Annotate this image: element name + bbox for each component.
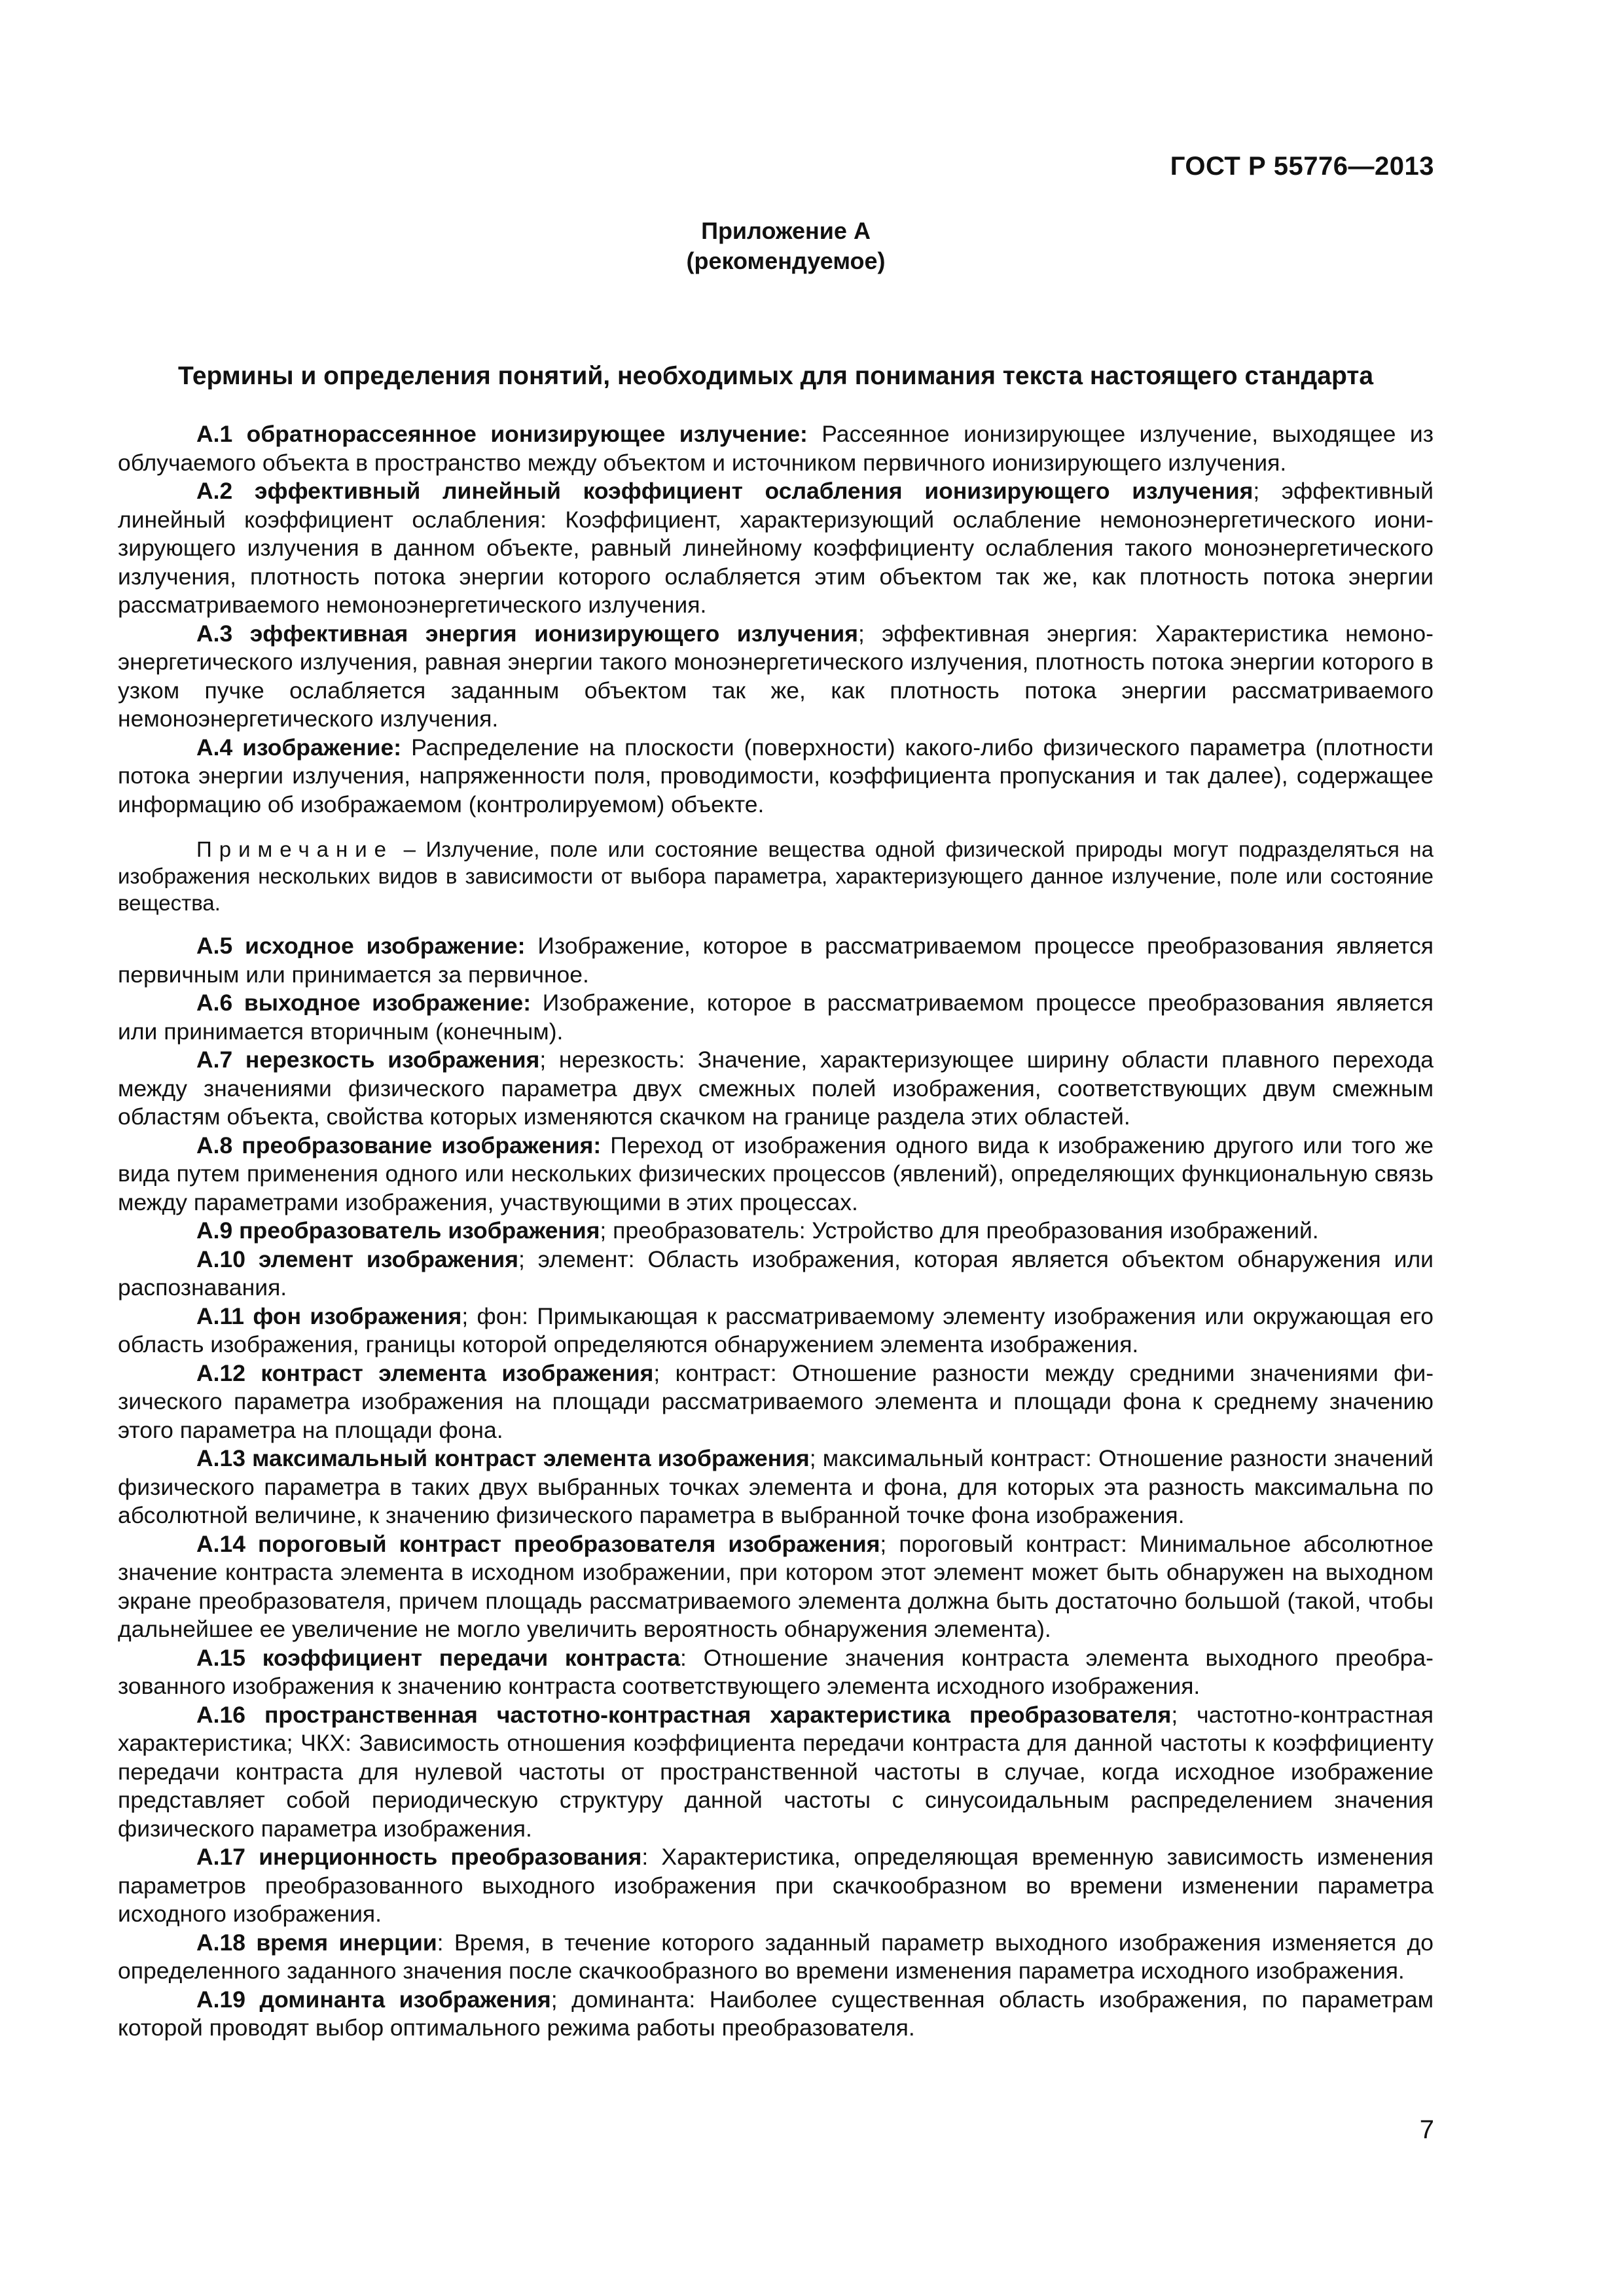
note-text: – Излучение, поле или состояние вещества одной физической природы могут подразделяться на изображения нескольких видов в зависимости от выбора параметра, характеризующего данное излучение, поле или состояние вещества.: [118, 837, 1434, 915]
term-definition: ; преобразователь: Устройство для преобразования изображений.: [600, 1217, 1319, 1244]
standard-code: ГОСТ Р 55776—2013: [1170, 152, 1434, 181]
term-definition: Изображение, которое в рассматриваемом процессе преобразования является первичным или принимается за первичное.: [118, 933, 1434, 988]
term-name: А.10 элемент изображения: [196, 1246, 518, 1272]
section-title: Термины и определения понятий, необходимых для понимания текста настоящего стандарта: [177, 362, 1374, 390]
page-number: 7: [1419, 2115, 1434, 2144]
term-definition: ; пороговый контраст: Минимальное абсолютное значение контраста элемента в исходном изображении, при котором этот элемент может быть обнаружен на выходном экране преобразователя, причем площадь рассматриваемого элемента должна быть достаточно большой (такой, чтобы дальнейшее ее увеличение не могло увеличить вероятность обнаружения элемента).: [118, 1530, 1434, 1642]
term-name: А.5 исходное изображение:: [196, 933, 526, 959]
term-definition: ; доминанта: Наиболее существенная область изображения, по параметрам которой проводят выбор оптимального режима работы преобразователя.: [118, 1986, 1434, 2041]
appendix-status: (рекомендуемое): [686, 247, 886, 274]
term-a1: [118, 420, 1434, 477]
term-definition: ; контраст: Отношение разности между средними значениями физического параметра изображения на площади рассматриваемого элемента и площади фона к среднему значению этого параметра на площади фона.: [118, 1359, 1434, 1443]
term-name: А.18 время инерции: [196, 1929, 437, 1956]
term-a18: [118, 1929, 1434, 1986]
term-definition: ; элемент: Область изображения, которая является объектом обнаружения или распознавания.: [118, 1246, 1434, 1300]
term-a5: [118, 932, 1434, 989]
term-name: А.13 максимальный контраст элемента изображения: [196, 1445, 810, 1471]
term-definition: : Время, в течение которого заданный параметр выходного изображения изменяется до определенного заданного значения после скачкообразного во времени изменения параметра исходного изображения.: [118, 1929, 1434, 1984]
term-name: А.1 обратнорассеянное ионизирующее излучение:: [196, 421, 808, 447]
term-a6: [118, 989, 1434, 1046]
term-definition: ; частотно-контрастная характеристика; ЧКХ: Зависимость отношения коэффициента передачи контраста для данной частоты к коэффициенту передачи контраста для нулевой частоты от пространственной частоты в случае, когда исходное изображение представляет собой периодическую структуру данной частоты с синусоидальным распределением значения физического параметра изображения.: [118, 1701, 1434, 1842]
term-definition: : Отношение значения контраста элемента выходного преобразованного изображения к значению контраста соответствующего элемента исходного изображения.: [118, 1644, 1434, 1699]
term-a12: [118, 1359, 1434, 1445]
term-a10: [118, 1246, 1434, 1302]
term-definition: Переход от изображения одного вида к изображению другого или того же вида путем применения одного или нескольких физических процессов (явлений), определяющих функциональную связь между параметрами изображения, участвующими в этих процессах.: [118, 1132, 1434, 1215]
term-name: А.11 фон изображения: [196, 1302, 462, 1329]
term-a17: [118, 1843, 1434, 1929]
term-definition: Изображение, которое в рассматриваемом процессе преобразования является или принимается вторичным (конечным).: [118, 990, 1434, 1045]
term-a15: [118, 1644, 1434, 1701]
terms-body: [118, 420, 1434, 2043]
term-a14: [118, 1530, 1434, 1644]
term-a19: [118, 1986, 1434, 2043]
term-name: А.19 доминанта изображения: [196, 1986, 551, 2013]
term-definition: ; фон: Примыкающая к рассматриваемому элементу изображения или окружающая его область изображения, границы которой определяются обнаружением элемента изображения.: [118, 1302, 1434, 1357]
term-name: А.14 пороговый контраст преобразователя изображения: [196, 1530, 880, 1557]
note: [118, 836, 1434, 916]
term-name: А.15 коэффициент передачи контраста: [196, 1644, 681, 1671]
term-name: А.6 выходное изображение:: [196, 990, 532, 1016]
term-a3: [118, 620, 1434, 734]
term-a13: [118, 1444, 1434, 1530]
term-name: А.7 нерезкость изображения: [196, 1047, 540, 1073]
term-name: А.4 изображение:: [196, 734, 402, 761]
term-a9: [118, 1217, 1434, 1246]
term-a11: [118, 1302, 1434, 1359]
term-name: А.17 инерционность преобразования: [196, 1844, 642, 1870]
term-name: А.16 пространственная частотно-контрастная характеристика преобразователя: [196, 1701, 1172, 1728]
term-name: А.2 эффективный линейный коэффициент ослабления ионизирующего излучения: [196, 478, 1254, 504]
term-a16: [118, 1701, 1434, 1844]
term-definition: : Характеристика, определяющая временную зависимость изменения параметров преобразованного выходного изображения при скачкообразном во времени изменении параметра исходного изображения.: [118, 1844, 1434, 1927]
term-a2: [118, 477, 1434, 620]
term-definition: ; нерезкость: Значение, характеризующее ширину области плавного перехода между значениями физического параметра двух смежных полей изображения, соответствующих двум смежным областям объекта, свойства которых изменяются скачком на границе раздела этих областей.: [118, 1047, 1434, 1130]
appendix-title: Приложение А: [701, 217, 871, 244]
term-definition: ; эффективный линейный коэффициент ослабления: Коэффициент, характеризующий ослабление немоноэнергетического ионизирующего излучения в данном объекте, равный линейному коэффициенту ослабления такого моноэнергетического излучения, плотность потока энергии которого ослабляется этим объектом так же, как плотность потока энергии рассматриваемого немоноэнергетического излучения.: [118, 478, 1434, 618]
term-name: А.3 эффективная энергия ионизирующего излучения: [196, 620, 858, 647]
term-definition: ; максимальный контраст: Отношение разности значений физического параметра в таких двух выбранных точках элемента и фона, для которых эта разность максимальна по абсолютной величине, к значению физического параметра в выбранной точке фона изображения.: [118, 1445, 1434, 1528]
term-a4: [118, 734, 1434, 819]
term-name: А.9 преобразователь изображения: [196, 1217, 600, 1244]
appendix-heading: [0, 216, 1624, 276]
term-a8: [118, 1132, 1434, 1217]
term-name: А.12 контраст элемента изображения: [196, 1359, 654, 1386]
term-a7: [118, 1046, 1434, 1132]
term-name: А.8 преобразование изображения:: [196, 1132, 602, 1158]
term-definition: Рассеянное ионизирующее излучение, выходящее из облучаемого объекта в пространство между объектом и источником первичного ионизирующего излучения.: [118, 421, 1434, 476]
note-label: Примечание: [196, 837, 394, 861]
term-definition: Распределение на плоскости (поверхности) какого-либо физического параметра (плотности потока энергии излучения, напряженности поля, проводимости, коэффициента пропускания и так далее), содержащее информацию об изображаемом (контролируемом) объекте.: [118, 734, 1434, 817]
term-definition: ; эффективная энергия: Характеристика немоноэнергетического излучения, равная энергии такого моноэнергетического излучения, плотность потока энергии которого в узком пучке ослабляется заданным объектом так же, как плотность потока энергии рассматриваемого немоноэнергетического излучения.: [118, 620, 1434, 732]
